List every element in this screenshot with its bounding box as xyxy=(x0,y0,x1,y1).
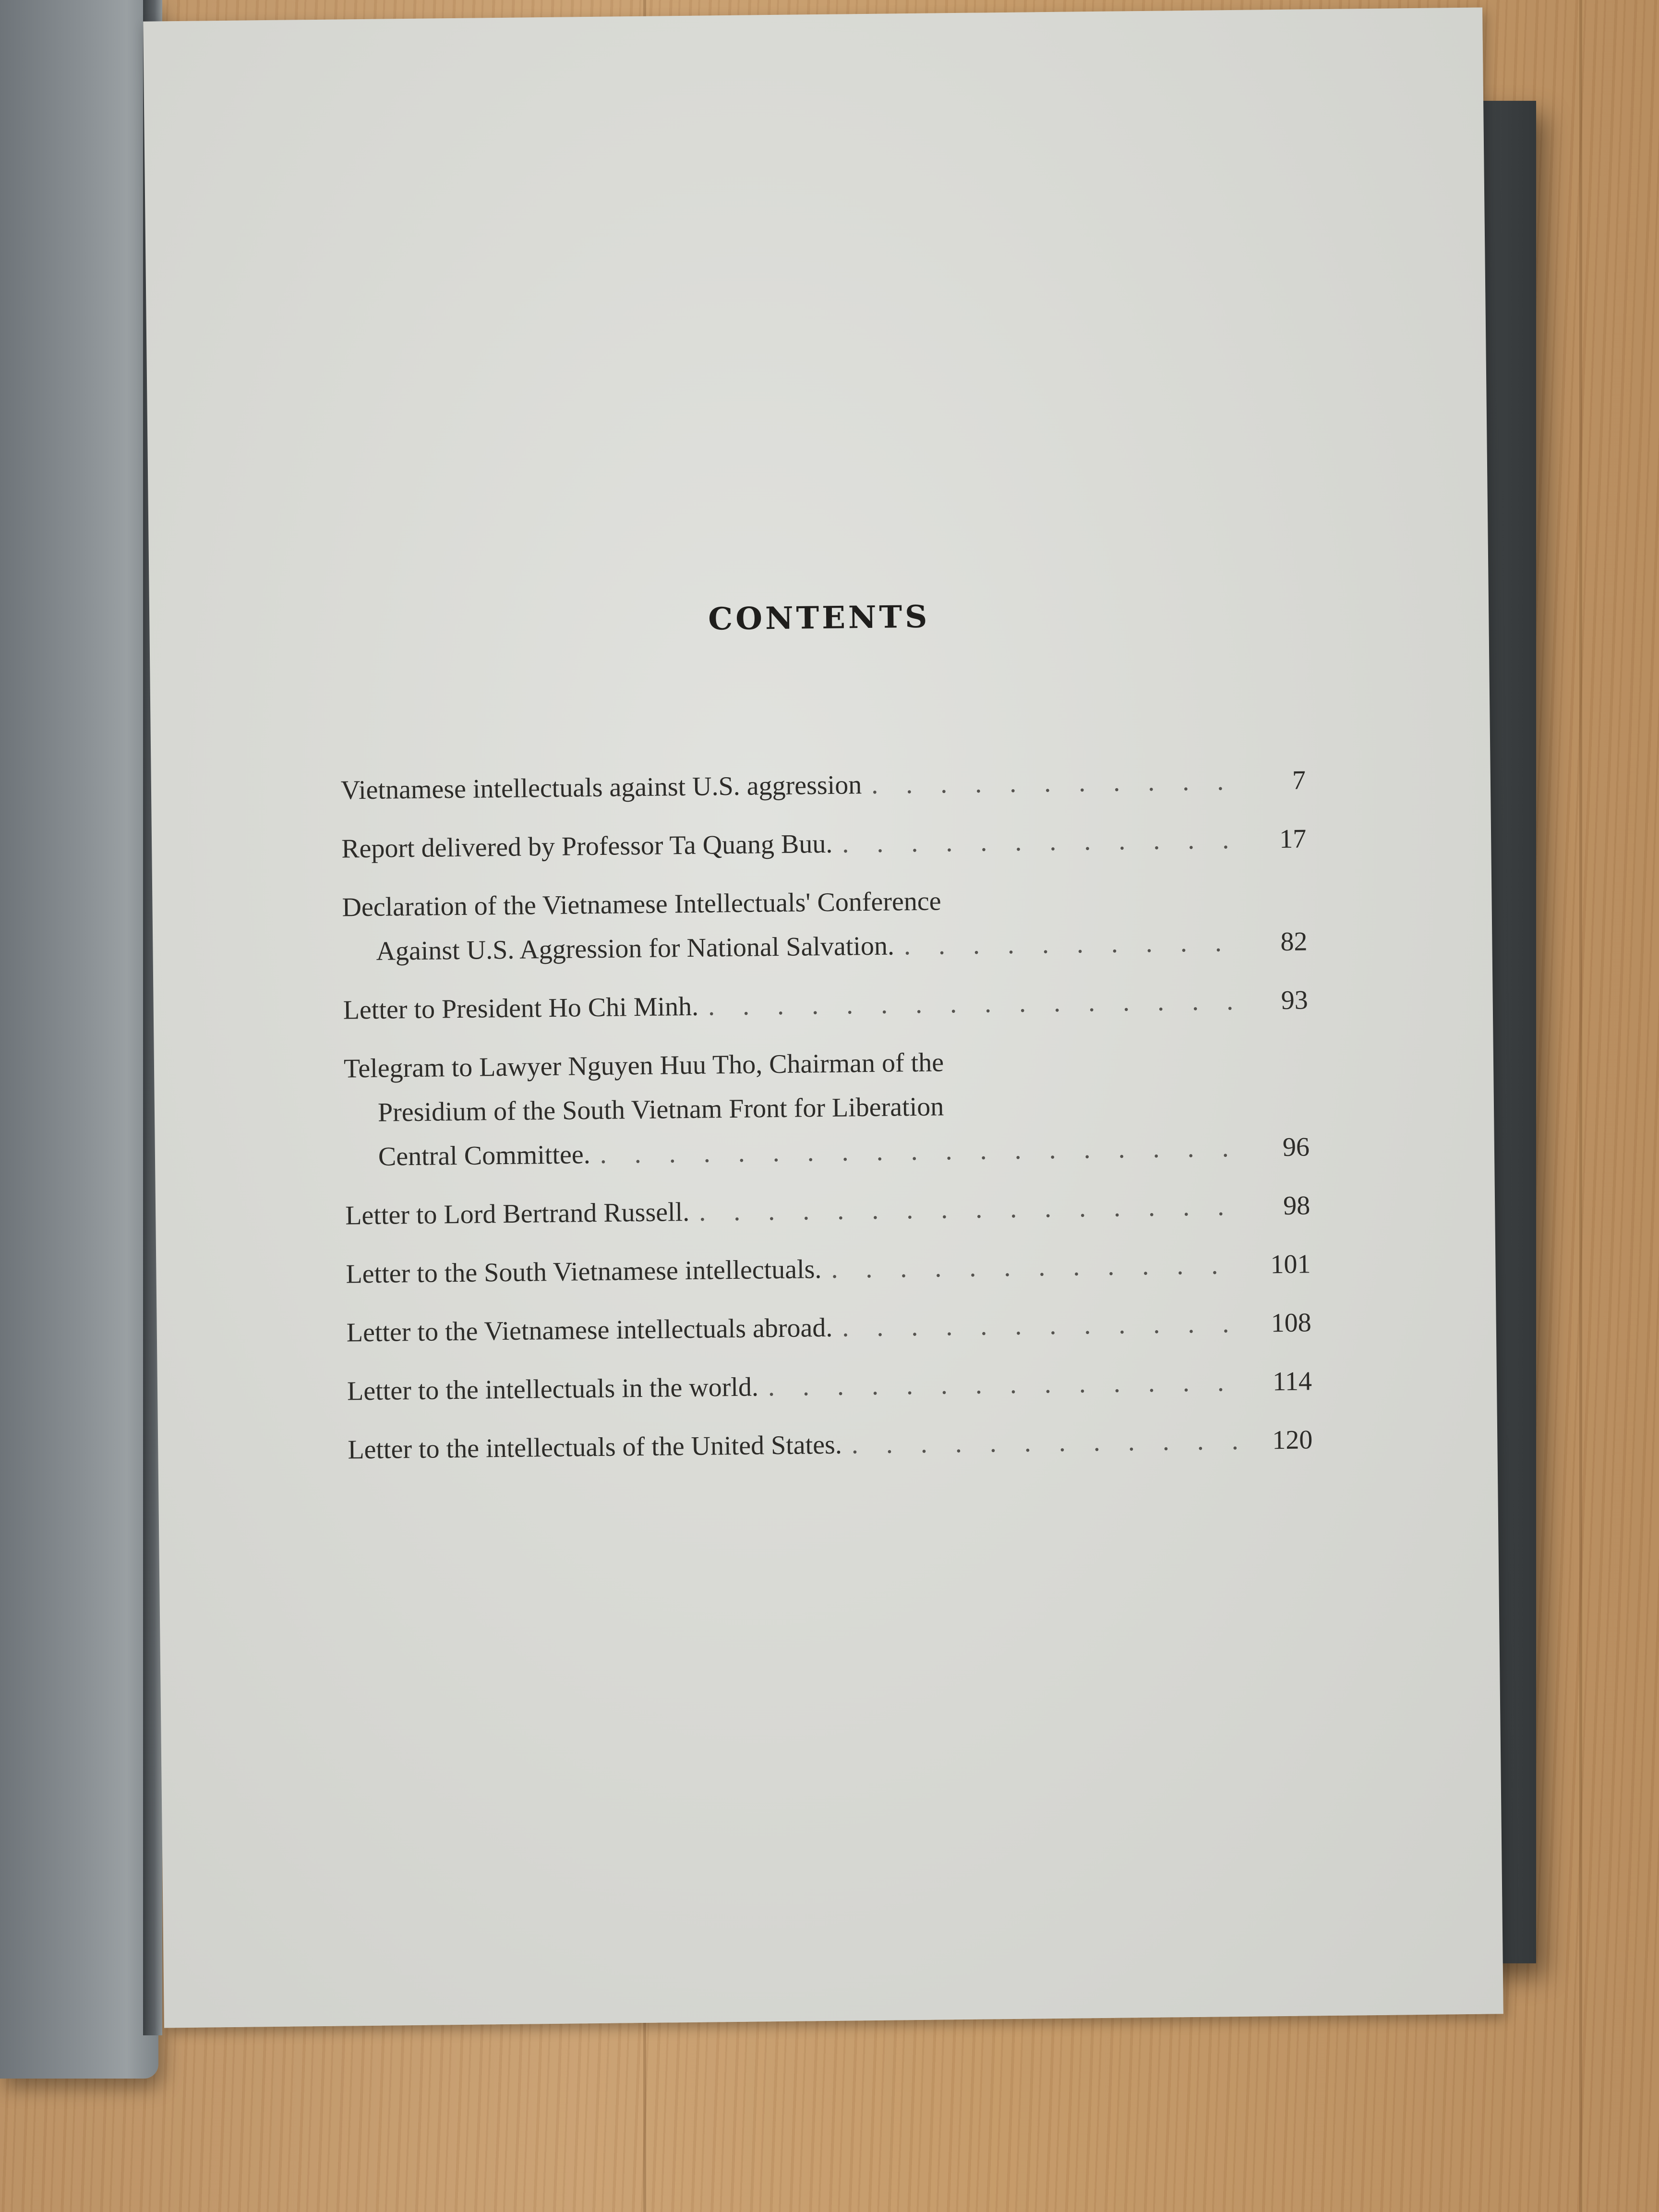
toc-entry-title: Letter to Lord Bertrand Russell. xyxy=(345,1197,690,1231)
dot-leader xyxy=(831,1243,1244,1291)
toc-entry-title-continued: Against U.S. Aggression for National Salvation. xyxy=(376,931,895,966)
dot-leader xyxy=(708,979,1241,1029)
facing-page xyxy=(0,0,158,2079)
dot-leader xyxy=(768,1360,1245,1409)
toc-page-number: 82 xyxy=(1280,926,1308,957)
dot-leader xyxy=(903,920,1240,968)
toc-entry-title: Letter to the intellectuals of the United States. xyxy=(348,1430,842,1465)
toc-page-number: 114 xyxy=(1272,1366,1312,1397)
table-of-contents xyxy=(341,758,1313,1472)
toc-entry xyxy=(344,1036,1310,1179)
toc-entry-title: Vietnamese intellectuals against U.S. aggression xyxy=(340,770,862,805)
toc-entry-title: Letter to President Ho Chi Minh. xyxy=(343,991,699,1025)
toc-entry xyxy=(348,1418,1313,1472)
contents-heading: CONTENTS xyxy=(708,599,930,637)
toc-entry-title-continued: Presidium of the South Vietnam Front for Liberation xyxy=(377,1092,944,1128)
table-board-seam xyxy=(1579,0,1582,2212)
dot-leader xyxy=(871,759,1239,807)
toc-entry-title-continued: Central Committee. xyxy=(378,1140,590,1172)
contents-page xyxy=(143,8,1503,2028)
toc-entry-title: Telegram to Lawyer Nguyen Huu Tho, Chairman of the xyxy=(343,1047,944,1084)
toc-entry-title: Letter to the intellectuals in the world. xyxy=(347,1372,759,1407)
toc-page-number: 93 xyxy=(1281,985,1308,1016)
dot-leader xyxy=(600,1126,1242,1177)
toc-page-number: 120 xyxy=(1272,1425,1313,1455)
toc-entry-title: Letter to the Vietnamese intellectuals abroad. xyxy=(346,1312,833,1348)
toc-page-number: 98 xyxy=(1283,1190,1310,1221)
toc-page-number: 108 xyxy=(1271,1308,1312,1338)
dot-leader xyxy=(842,1301,1244,1350)
toc-entry-title: Report delivered by Professor Ta Quang Buu. xyxy=(341,829,833,864)
dot-leader xyxy=(851,1419,1245,1467)
toc-entry-title: Declaration of the Vietnamese Intellectuals' Conference xyxy=(342,886,941,923)
dot-leader xyxy=(699,1184,1243,1234)
toc-page-number: 96 xyxy=(1282,1132,1310,1162)
toc-page-number: 7 xyxy=(1292,765,1306,795)
dot-leader xyxy=(842,817,1239,866)
toc-entry-title: Letter to the South Vietnamese intellectuals. xyxy=(346,1254,822,1289)
toc-page-number: 101 xyxy=(1270,1249,1311,1280)
toc-page-number: 17 xyxy=(1279,824,1307,854)
toc-entry xyxy=(342,875,1308,974)
